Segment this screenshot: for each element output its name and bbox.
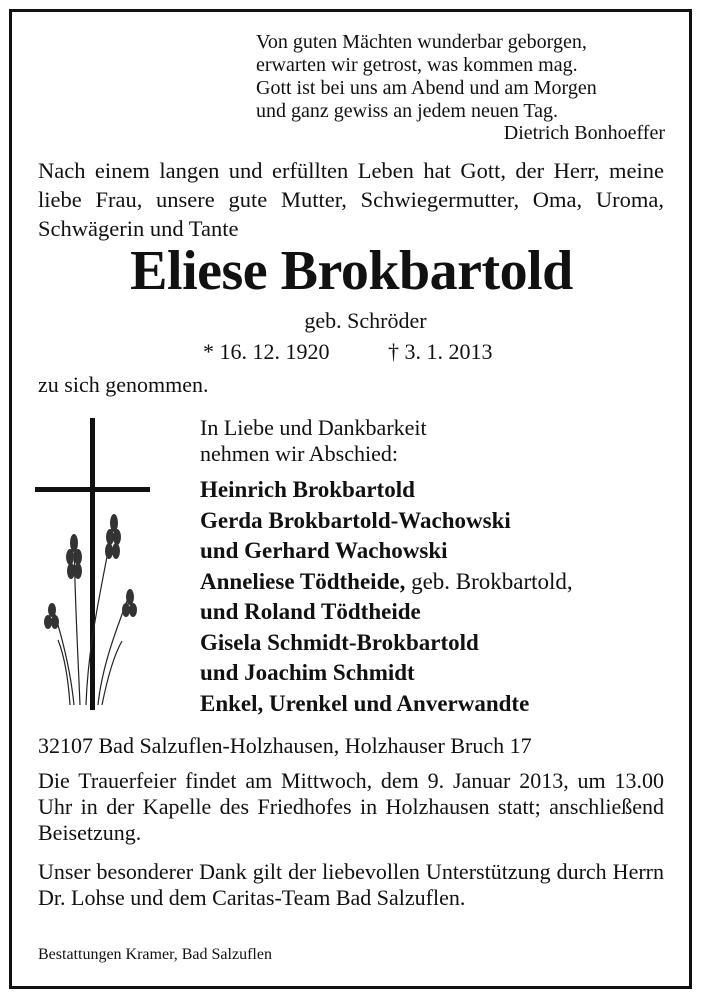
death-date: † 3. 1. 2013 bbox=[388, 339, 493, 364]
mourner-name: und Joachim Schmidt bbox=[200, 660, 415, 685]
mourner bbox=[200, 536, 573, 567]
maiden-name: geb. Schröder bbox=[304, 308, 427, 333]
mourner bbox=[200, 567, 573, 598]
mourner bbox=[200, 475, 573, 506]
thanks-notice: Unser besonderer Dank gilt der liebevollen Unterstützung durch Herrn Dr. Lohse und dem Caritas-Team Bad Salzuflen. bbox=[38, 859, 664, 910]
undertaker: Bestattungen Kramer, Bad Salzuflen bbox=[38, 946, 272, 963]
motto-line: Von guten Mächten wunderbar geborgen, bbox=[256, 31, 587, 53]
taken-text: zu sich genommen. bbox=[38, 372, 209, 397]
birth-date: * 16. 12. 1920 bbox=[203, 339, 330, 364]
deceased-name: Eliese Brokbartold bbox=[130, 240, 573, 302]
mourner-name: Enkel, Urenkel und Anverwandte bbox=[200, 690, 530, 716]
funeral-notice: Die Trauerfeier findet am Mittwoch, dem 9. Januar 2013, um 13.00 Uhr in der Kapelle des Friedhofes in Holzhausen statt; anschließend Beisetzung. bbox=[38, 768, 664, 845]
mourner-name: Gisela Schmidt-Brokbartold bbox=[200, 629, 479, 655]
signoff-line: nehmen wir Abschied: bbox=[200, 441, 398, 466]
mourner bbox=[200, 689, 573, 720]
mourner-name: und Gerhard Wachowski bbox=[200, 538, 448, 563]
mourner-name: Heinrich Brokbartold bbox=[200, 477, 415, 502]
intro-text: Nach einem langen und erfüllten Leben hat Gott, der Herr, meine liebe Frau, unsere gute Mutter, Schwiegermutter, Oma, Uroma, Schwägerin und Tante bbox=[38, 158, 664, 241]
mourner-name: Gerda Brokbartold-Wachowski bbox=[200, 507, 511, 533]
motto-line: und ganz gewiss an jedem neuen Tag. bbox=[256, 100, 559, 122]
mourner-name: und Roland Tödtheide bbox=[200, 599, 421, 624]
cross-with-wheat-icon bbox=[30, 415, 155, 715]
motto-line: erwarten wir getrost, was kommen mag. bbox=[256, 54, 578, 76]
address: 32107 Bad Salzuflen-Holzhausen, Holzhauser Bruch 17 bbox=[38, 733, 532, 758]
signoff bbox=[200, 415, 427, 467]
mourner bbox=[200, 658, 573, 689]
mourner bbox=[200, 506, 573, 537]
mourner bbox=[200, 628, 573, 659]
mourners-list bbox=[200, 475, 573, 719]
mourner-maiden: geb. Brokbartold, bbox=[405, 568, 573, 594]
mourner bbox=[200, 597, 573, 628]
signoff-line: In Liebe und Dankbarkeit bbox=[200, 415, 427, 440]
motto-line: Gott ist bei uns am Abend und am Morgen bbox=[256, 77, 597, 99]
motto-author: Dietrich Bonhoeffer bbox=[503, 122, 665, 144]
bonhoeffer-motto bbox=[256, 31, 597, 123]
mourner-name: Anneliese Tödtheide, bbox=[200, 568, 406, 594]
